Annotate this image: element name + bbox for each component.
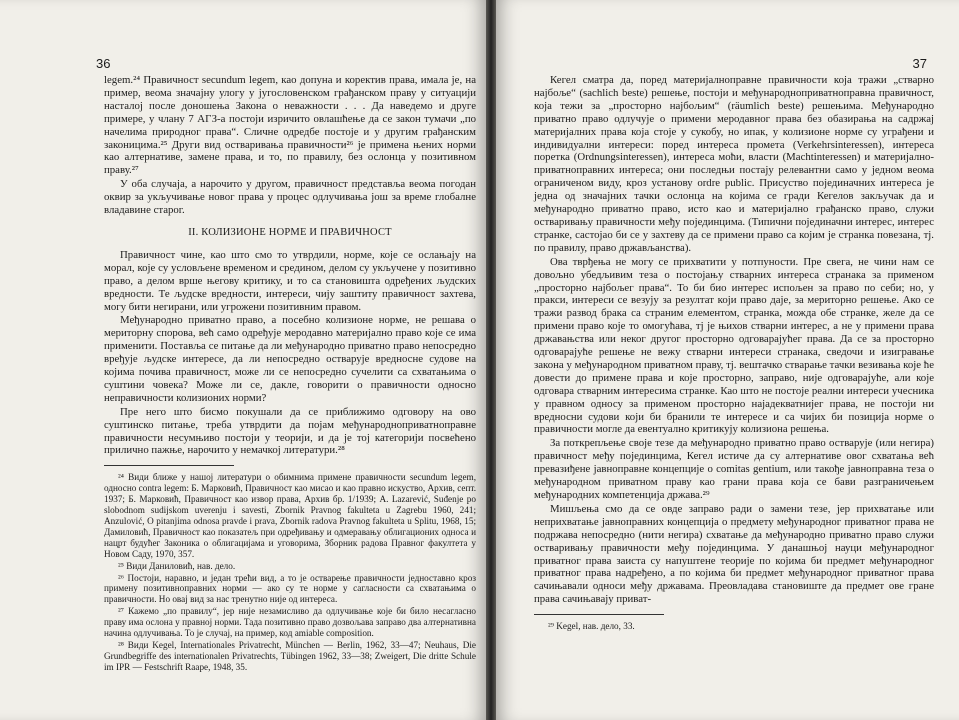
footnote: ²⁷ Кажемо „по правилу“, јер није незамисливо да одлучивање које би било несагласно праву има ослона у правној норми. Тада позитивно право дозвољава заправо два алтернативна начина одлучивања. То је случај, на пример, код amiable composition. [104,606,476,639]
footnote: ²⁴ Види ближе у нашој литератури о обимнима примене правичности secundum legem, односно contra legem: Б. Марковић, Правичност као мисао и као правно искуство, Архив, септ. 1937; Б. Марковић, Правичност као извор права, Архив бр. 1/1939; A. Lazarević, Suđenje po slobodnom sudijskom uverenju i savesti, Zbornik Pravnog fakulteta u Zagrebu 1960, 241; Anzulović, O pitanjima odnosa pravde i prava, Zbornik radova Pravnog fakulteta u Splitu, 1968, 15; Дамиловић, Правичност као показатељ при одређивању и одмеравању облигационих односа и нацрт будућег Законика о облигацијама и уговорима, Зборник радова Правног факултета у Новом Саду, 1970, 357. [104,472,476,559]
footnote: ²⁵ Види Даниловић, нав. дело. [118,560,236,571]
footnote-separator [104,465,234,466]
paragraph: Правичност чине, као што смо то утврдили, норме, које се ослањају на морал, које су условљене временом и средином, делом су укључене у позитивно право, а делом врше његову критику, и то са становишта одређених људских вредности. Те људске вредности, интереси, чију заштиту правичност захтева, могу бити негирани, или угрожени позитивним правом. [104,248,476,313]
right-text-column [534,74,934,632]
section-heading: II. КОЛИЗИОНЕ НОРМЕ И ПРАВИЧНОСТ [188,226,392,238]
paragraph: Пре него што бисмо покушали да се приближимо одговору на ово суштинско питање, треба утврдити да појам међународноприватноправне правичности несумњиво постоји у теорији, и да је тој категорији посвећено прилично пажње, нарочито у немачкој литератури.²⁸ [104,405,476,457]
footnote: ²⁸ Види Kegel, Internationales Privatrecht, München — Berlin, 1962, 33—47; Neuhaus, Die Grundbegriffe des internationalen Privatrechts, Tübingen 1962, 33—38; Zweigert, Die dritte Schule im IPR — Festschrift Raape, 1948, 35. [104,639,476,672]
right-page [496,0,959,720]
left-text-column [104,74,476,673]
paragraph: Кегел сматра да, поред материјалноправне правичности која тражи „стварно најбоље“ (sachlich beste) решење, постоји и међународноприватноправна правичност, која тежи за „просторно најбољим“ (räumlich beste) решењима. Међународно приватно право одлучује о примени меродавног права без обазирања на садржај материјалних права која стоје у сукобу, но ипак, у колизионе норме су уграђени и индивидуални интереси: поред интереса промета (Verkehrsinteressen), интереса поретка (Ordnungsinteressen), интереса моћи, власти (Machtinteressen) и материјално-приватноправних интереса; они последњи постају релевантни само у једном веома ограниченом виду, кроз установу ordre public. Присуство појединачних интереса је једна од значајних тачки ослонца на којима се гради Кегелов закључак да и међународно приватно право, исто као и материјално грађанско право, служи остваривању правичности међу појединцима. (Типични појединачни интерес, интерес странке, састојао би се у захтеву да се примени право са којим је странка повезана, тј. по правилу, право држављанства). [534,74,934,254]
paragraph: legem.²⁴ Правичност secundum legem, као допуна и коректив права, имала је, на пример, веома значајну улогу у југословенском грађанском праву у ситуацији насталој после доношења Закона о неважности . . . Да наведемо и друге примере, у члану 7 АГЗ-а постоји изричито овлашћење да се закон тумачи „по начелима природног права“. Сличне одредбе постоје и у другим грађанским законицима.²⁵ Други вид остваривања правичности²⁶ је примена њених норми као алтернативе, замене права, и то, по правилу, без ослонца у позитивном праву.²⁷ [104,74,476,177]
book-gutter [486,0,496,720]
footnote: ²⁶ Постоји, наравно, и један трећи вид, а то је остварење правичности једноставно кроз примену позитивноправних норми — ако су те норме у сагласности са схватањима о правичности. Но овај вид за нас тренутно није од интереса. [104,572,476,605]
paragraph: Ова тврђења не могу се прихватити у потпуности. Пре свега, не чини нам се довољно убедљивим теза о постојању стварних интереса странака за применом „просторно најбољег права“. То би био интерес испољен за право по себи; но, у пракси, интереси се везују за резултат који право даје, за мериторно решење. Ако се тражи развод брака са страним елементом, странка, можда обе странке, желе да се примени право које то омогућава, тј је њихов стварни интерес, а не у примени права државањства или неког другог просторно одговарајућег права. Да се за просторно одговарајуће решење не вежу стварни интереси странака, сведочи и изигравање закона у међународном приватном праву, тј. вештачко стварање тачки везивања које ће довести до примене права и које просторно, заправо, није одговарајуће, али које одговара стварним интересима странке. Као што не постоје реални интереси учесника у правном односу за применом просторно најадекватнијег права, не постоји ни вредносни судови који би бранили те интересе и са чијих би позиција норме о правичности могле да евентуално критикују колизиона решења. [534,255,934,436]
paragraph: Међународно приватно право, а посебно колизионе норме, не решава о мериторну спорова, већ само одређује меродавно материјално право које се има применити. Поставља се питање да ли међународно приватно право непосредно вређује људске интересе, да ли непосредно остварује вредносне судове на којима почива правичност, може ли се непосредно сучелити са схватањима о суштини човека? Може ли се, дакле, говорити о правичности односно неправичности колизионих норми? [104,314,476,404]
footnotes [534,621,934,632]
footnotes [104,472,476,672]
paragraph: За поткрепљење своје тезе да међународно приватно право остварује (или негира) правичност међу појединцима, Кегел истиче да су алтернативе овог схватања већ превазиђене јавноправне концепције о comitas gentium, или такође јавноправна теза о међународном приватном праву као грани права која се бави разграничењем међународних компетенција држава.²⁹ [534,437,934,501]
paragraph: Мишљења смо да се овде заправо ради о замени тезе, јер прихватање или неприхватање јавноправних концепција о предмету међународног приватног права не подржава непосредно (нити негира) схватање да међународно приватно право служи остваривању правичности међу појединцима. У данашњој науци међународног приватног права заиста су напуштене теорије по којима би предмет међународног приватног права надређено, а по којима би предмет међународног приватног права сачињавали односи међу државама. Преовладава становиште да предмет ове гране права сачињавају приват- [534,502,934,606]
page-number-left: 36 [96,56,111,71]
page-number-right: 37 [912,56,927,71]
footnote: ²⁹ Kegel, нав. дело, 33. [548,621,635,632]
footnote-separator [534,614,664,615]
paragraph: У оба случаја, а нарочито у другом, правичност представља веома погодан оквир за укључивање новог права у процес одлучивања још за време глобалне владавине старог. [104,178,476,217]
